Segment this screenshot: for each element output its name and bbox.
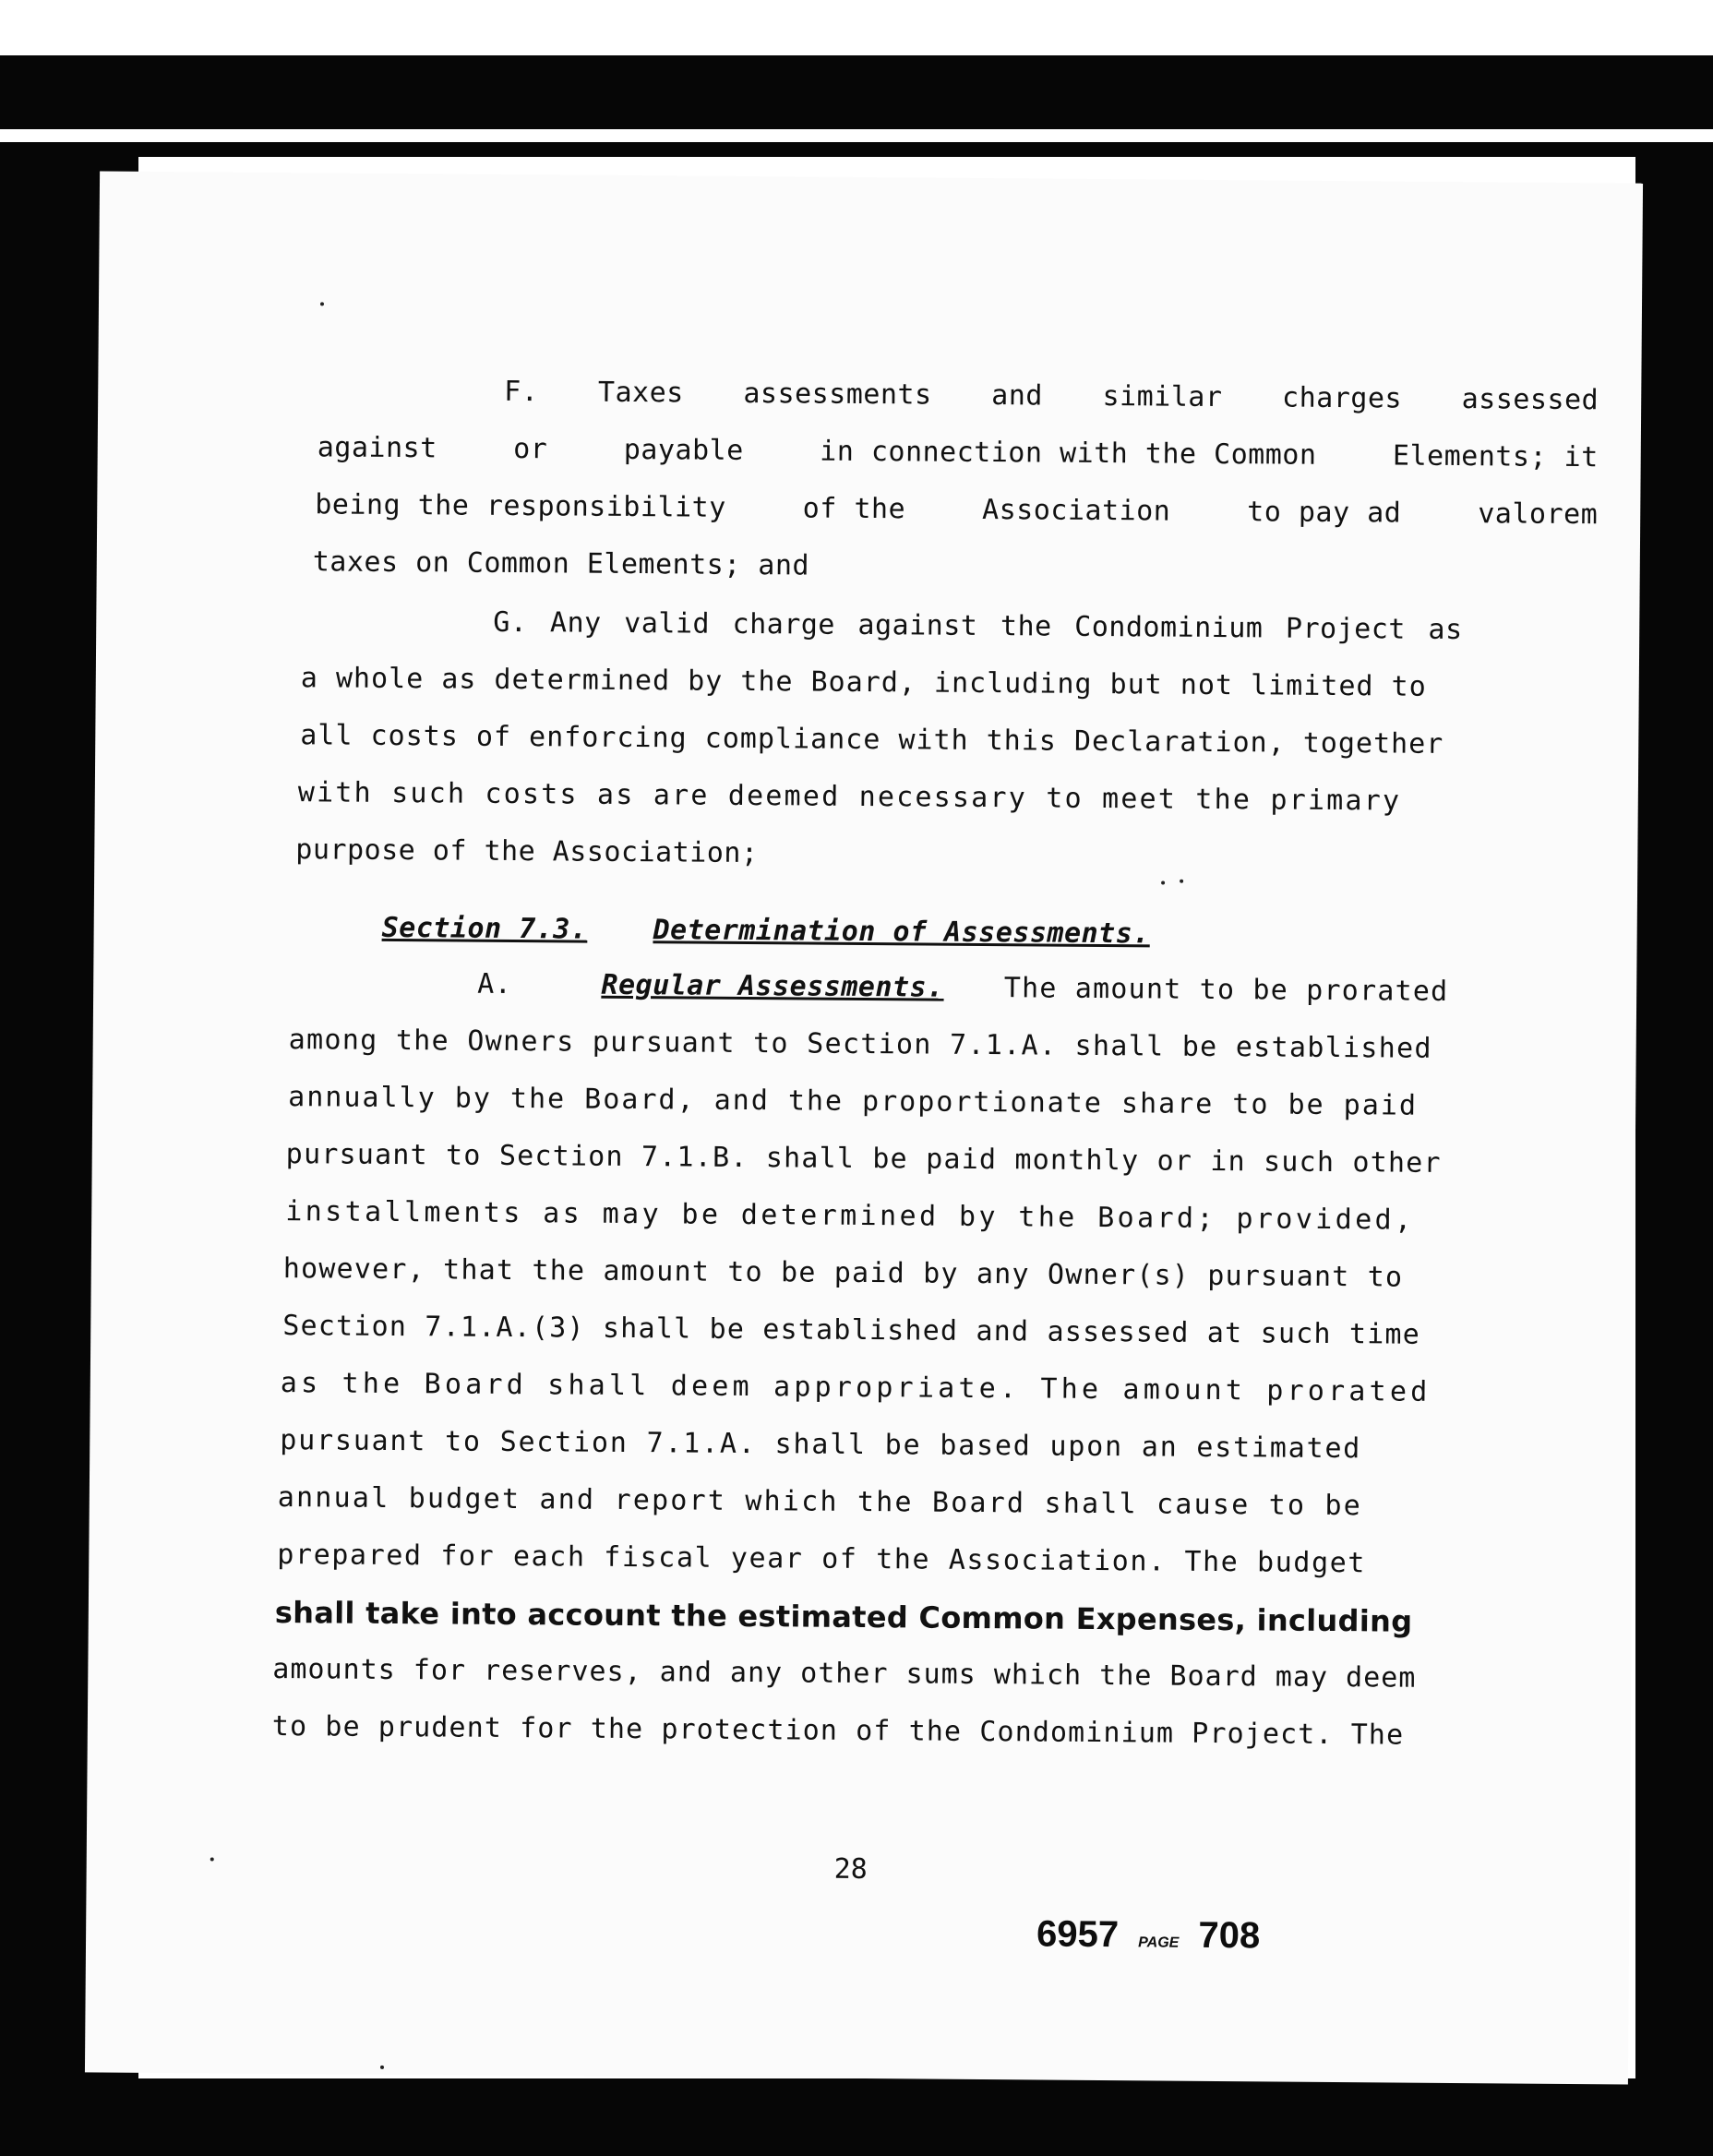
word: charges [1281,381,1403,415]
subsection-a-line: however, that the amount to be paid by any Owner(s) pursuant to [282,1252,1404,1294]
word: of the [802,492,906,526]
subsection-a-line: annually by the Board, and the proportionate share to be paid [288,1081,1419,1122]
subsection-a-line-1-rest: The amount to be prorated [1003,972,1449,1008]
subsection-a-line: annual budget and report which the Board shall cause to be [277,1481,1363,1523]
section-f-letter: F. [504,375,539,409]
scan-bottom-border [0,2078,1713,2156]
subsection-a-line: among the Owners pursuant to Section 7.1.A. shall be established [288,1024,1432,1065]
word: to pay ad [1247,496,1402,530]
word: Taxes [597,376,684,410]
stamp-page-number: 708 [1198,1914,1261,1957]
word: valorem [1478,497,1599,532]
scan-speck [210,1857,214,1861]
word: or [513,432,548,466]
page-number: 28 [833,1852,868,1886]
word: Elements; it [1392,439,1599,474]
document-page [85,171,1643,2084]
section-f-line-2 [317,431,1599,474]
section-g-line-3: all costs of enforcing compliance with this Declaration, together [300,719,1444,761]
subsection-a-title: Regular Assessments. [601,968,944,1004]
subsection-a-line: prepared for each fiscal year of the Association. The budget [277,1539,1367,1580]
subsection-a-line: installments as may be determined by the Board; provided, [285,1195,1415,1237]
word: Association [981,493,1171,528]
page-label: PAGE [1138,1934,1180,1951]
section-number: Section 7.3. [381,911,588,946]
subsection-a-letter: A. [477,967,512,1000]
word: similar [1102,380,1223,414]
section-g-line-4: with such costs as are deemed necessary to meet the primary [297,776,1402,818]
book-number: 6957 [1036,1913,1120,1956]
word: and [991,379,1044,413]
scan-speck [320,302,324,305]
word: against [317,431,437,465]
section-f-line-4: taxes on Common Elements; and [312,545,810,582]
section-title: Determination of Assessments. [653,914,1150,951]
section-f-line-3 [315,488,1598,532]
subsection-a-bold-line: shall take into account the estimated Common Expenses, including [274,1595,1413,1639]
subsection-a-line: Section 7.1.A.(3) shall be established and assessed at such time [282,1310,1421,1351]
section-g-line-5: purpose of the Association; [295,833,759,870]
word: assessed [1461,383,1599,417]
scan-edge-line [0,129,1713,142]
subsection-a-line: pursuant to Section 7.1.A. shall be based upon an estimated [280,1424,1362,1466]
subsection-a-line: pursuant to Section 7.1.B. shall be paid monthly or in such other [285,1138,1442,1180]
section-g-line-2: a whole as determined by the Board, including but not limited to [300,662,1427,703]
word: in connection with the Common [820,435,1317,472]
scan-speck [380,2066,384,2069]
scan-right-border [1635,148,1713,2156]
recording-stamp [1036,1913,1260,1957]
subsection-a-line: as the Board shall deem appropriate. The amount prorated [280,1367,1431,1408]
word: being the responsibility [315,488,726,524]
subsection-a-line-1 [477,968,1448,1009]
subsection-a-line: amounts for reserves, and any other sums which the Board may deem [272,1652,1417,1695]
section-g-line-1: G. Any valid charge against the Condominium Project as [493,605,1463,647]
word: payable [623,433,744,467]
word: assessments [743,377,932,412]
section-heading [382,912,1150,952]
section-f-line-1 [504,376,1599,417]
scan-speck [1161,881,1165,885]
scan-speck [1180,880,1183,883]
subsection-a-line: to be prudent for the protection of the Condominium Project. The [271,1709,1405,1752]
